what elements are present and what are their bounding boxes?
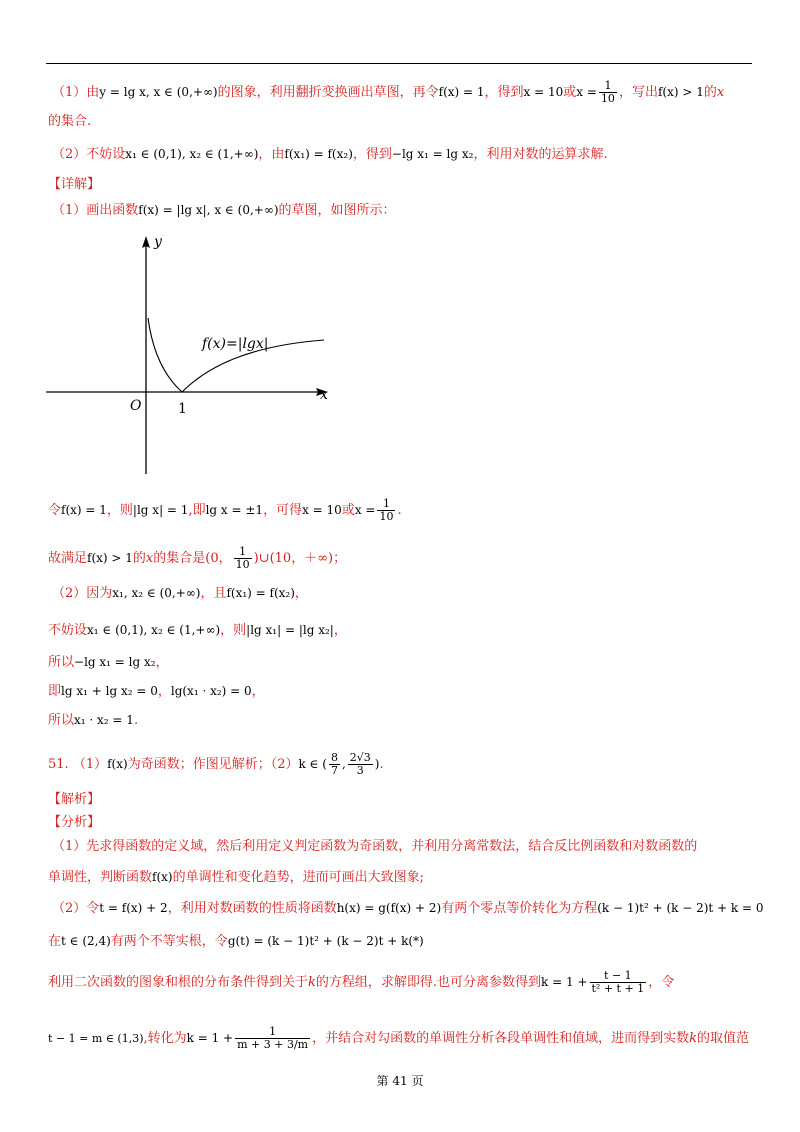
math-expr: g(t) = (k − 1)t² + (k − 2)t + k(*) <box>227 934 424 948</box>
math-expr: (k − 1)t² + (k − 2)t + k = 0 <box>597 901 764 915</box>
text: 的集合是(0， <box>153 551 232 566</box>
frac-den: 3 <box>356 764 364 777</box>
fenxi-line-6 <box>48 1026 749 1051</box>
math-expr: f(x) = 1 <box>438 85 485 99</box>
text: 令 <box>48 503 62 518</box>
answer-51 <box>48 752 384 777</box>
var-k: k <box>308 975 316 990</box>
origin-label: O <box>130 398 142 414</box>
text: 的集合. <box>48 114 92 129</box>
frac-den: 10 <box>379 510 394 523</box>
tick-label: 1 <box>178 401 187 417</box>
frac-num: t − 1 <box>590 970 647 983</box>
frac-num: 2√3 <box>349 751 371 764</box>
text: 单调性，判断函数 <box>48 870 153 885</box>
math-expr: x₁ ∈ (0,1), x₂ ∈ (1,+∞) <box>87 623 221 637</box>
math-expr: , <box>341 757 346 771</box>
text: 所以 <box>48 655 75 670</box>
text: 有两个不等实根，令 <box>110 934 228 949</box>
text: ，可得 <box>263 503 303 518</box>
text: （2）因为 <box>52 586 113 601</box>
math-expr: x = 10 <box>302 503 342 517</box>
math-expr: x₁, x₂ ∈ (0,+∞) <box>112 586 201 600</box>
detail-line-1 <box>52 201 396 220</box>
var-k: k <box>689 1031 697 1046</box>
math-expr: f(x) = 1 <box>61 503 107 517</box>
text: ， <box>333 623 347 638</box>
text: . <box>379 757 384 772</box>
math-expr: |lg x| = 1 <box>132 503 189 517</box>
text: 有两个零点等价转化为方程 <box>441 901 598 916</box>
math-expr: t = f(x) + 2 <box>99 901 168 915</box>
text: （1）先求得函数的定义域，然后利用定义判定函数为奇函数，并利用分离常数法，结合反比例函数和对数函数的 <box>52 839 698 854</box>
math-expr: f(x₁) = f(x₂) <box>284 147 353 161</box>
text: ， <box>155 655 169 670</box>
curve-label: f(x)=|lgx| <box>202 336 269 352</box>
text: 为奇函数；作图见解析；（2） <box>127 757 299 772</box>
text: 故满足 <box>48 551 88 566</box>
math-expr: x = <box>576 85 597 99</box>
solution-line-5 <box>48 653 169 672</box>
text: ，且 <box>200 586 227 601</box>
text: （1） <box>72 757 108 772</box>
text: 的图象，利用翻折变换画出草图，再令 <box>217 85 439 100</box>
fenxi-line-4 <box>48 932 424 951</box>
y-label: y <box>154 234 162 250</box>
page-footer: 第 41 页 <box>376 1074 424 1088</box>
text: 即 <box>48 684 62 699</box>
math-expr: f(x₁) = f(x₂) <box>226 586 295 600</box>
text: 的单调性和变化趋势，进而可画出大致图象; <box>172 870 424 885</box>
text: )∪(10，＋∞)； <box>253 551 347 566</box>
math-expr: x = 10 <box>523 85 564 99</box>
text: 的 <box>132 551 146 566</box>
text: ，得到 <box>352 147 392 162</box>
fraction <box>348 752 373 777</box>
math-expr: lg x = ±1 <box>205 503 264 517</box>
text: 利用二次函数的图象和根的分布条件得到关于 <box>48 975 309 990</box>
header-rule <box>46 63 752 64</box>
math-expr: k = 1 + <box>186 1031 234 1045</box>
math-expr: x = <box>354 503 376 517</box>
fenxi-line-3 <box>52 899 764 918</box>
var-x: x <box>145 551 154 566</box>
text: ， <box>294 586 308 601</box>
var-x: x <box>716 85 725 100</box>
fraction <box>590 970 647 995</box>
solution-line-6 <box>48 682 265 701</box>
text: 的方程组，求解即得.也可分离参数得到 <box>315 975 542 990</box>
fraction <box>599 80 617 105</box>
math-expr: |lg x₁| = |lg x₂| <box>246 623 334 637</box>
fraction <box>377 498 395 523</box>
text: （1）由 <box>52 85 100 100</box>
math-expr: x₁ · x₂ = 1 <box>74 713 134 727</box>
math-expr: t ∈ (2,4) <box>61 934 111 948</box>
text: ，写出 <box>618 85 658 100</box>
frac-den: t² + t + 1 <box>591 982 645 995</box>
analysis-header-51 <box>48 791 100 809</box>
frac-den: m + 3 + 3/m <box>237 1038 309 1051</box>
math-expr: f(x) > 1 <box>657 85 704 99</box>
analysis-line-1 <box>52 80 724 105</box>
text: 或 <box>563 85 577 100</box>
math-expr: ) <box>374 757 380 771</box>
text: （2）不妨设 <box>52 147 126 162</box>
text: ，则 <box>106 503 133 518</box>
text: 的草图，如图所示： <box>278 203 396 218</box>
math-expr: t − 1 = m ∈ (1,3) <box>48 1032 144 1045</box>
frac-den: 10 <box>235 558 250 571</box>
text: ， <box>157 684 171 699</box>
frac-num: 1 <box>377 498 395 511</box>
math-expr: k = 1 + <box>541 975 588 989</box>
solution-line-7 <box>48 711 138 730</box>
function-graph <box>46 228 336 478</box>
frac-num: 1 <box>599 80 617 93</box>
frac-num: 8 <box>330 751 338 764</box>
text: . <box>397 503 402 518</box>
math-expr: x₁ ∈ (0,1), x₂ ∈ (1,+∞) <box>125 147 259 161</box>
math-expr: lg(x₁ · x₂) = 0 <box>170 684 252 698</box>
frac-num: 1 <box>235 1026 310 1039</box>
text: ， <box>251 684 265 699</box>
text: . <box>133 713 139 728</box>
text: 的 <box>703 85 717 100</box>
fraction <box>234 546 252 571</box>
math-expr: −lg x₁ = lg x₂ <box>74 655 156 669</box>
text: ，则 <box>220 623 247 638</box>
fraction <box>235 1026 310 1051</box>
detail-header <box>48 176 100 194</box>
text: 【解析】 <box>48 792 101 807</box>
solution-line-4 <box>48 621 347 640</box>
text: 【分析】 <box>48 815 101 830</box>
text: 不妨设 <box>48 623 88 638</box>
fenxi-header-51 <box>48 814 100 832</box>
fenxi-line-1 <box>52 838 697 856</box>
fenxi-line-2 <box>48 868 424 887</box>
frac-den: 7 <box>330 764 338 777</box>
analysis-line-2 <box>52 145 608 164</box>
math-expr: lg x₁ + lg x₂ = 0 <box>61 684 158 698</box>
text: ，并结合对勾函数的单调性分析各段单调性和值域，进而得到实数 <box>312 1031 690 1046</box>
frac-num: 1 <box>234 546 252 559</box>
fenxi-line-5 <box>48 970 674 995</box>
math-expr: −lg x₁ = lg x₂ <box>391 147 474 161</box>
text: 在 <box>48 934 62 949</box>
analysis-line-1-cont <box>48 113 91 131</box>
math-expr: f(x) <box>107 757 128 771</box>
text: 或 <box>341 503 355 518</box>
math-expr: f(x) = |lg x|, x ∈ (0,+∞) <box>138 203 279 217</box>
math-expr: h(x) = g(f(x) + 2) <box>336 901 442 915</box>
text: 【详解】 <box>48 177 101 192</box>
text: （1）画出函数 <box>52 203 139 218</box>
math-expr: f(x) > 1 <box>87 551 133 565</box>
text: ，利用对数函数的性质将函数 <box>167 901 337 916</box>
solution-line-3 <box>52 584 308 603</box>
text: 所以 <box>48 713 75 728</box>
fraction <box>329 752 340 777</box>
math-expr: y = lg x, x ∈ (0,+∞) <box>99 85 218 99</box>
text: （2）令 <box>52 901 100 916</box>
text: 的取值范 <box>696 1031 749 1046</box>
text: 51. <box>48 757 69 772</box>
math-expr: f(x) <box>152 870 173 884</box>
text: ，得到 <box>484 85 524 100</box>
text: ，利用对数的运算求解. <box>473 147 608 162</box>
curve <box>148 318 324 392</box>
frac-den: 10 <box>600 92 615 105</box>
solution-line-1 <box>48 498 402 523</box>
text: ,转化为 <box>143 1031 187 1046</box>
text: ，令 <box>648 975 675 990</box>
text: ,即 <box>188 503 206 518</box>
x-label: x <box>320 387 328 403</box>
text: ，由 <box>258 147 285 162</box>
solution-line-2 <box>48 546 346 571</box>
math-expr: k ∈ ( <box>298 757 327 771</box>
